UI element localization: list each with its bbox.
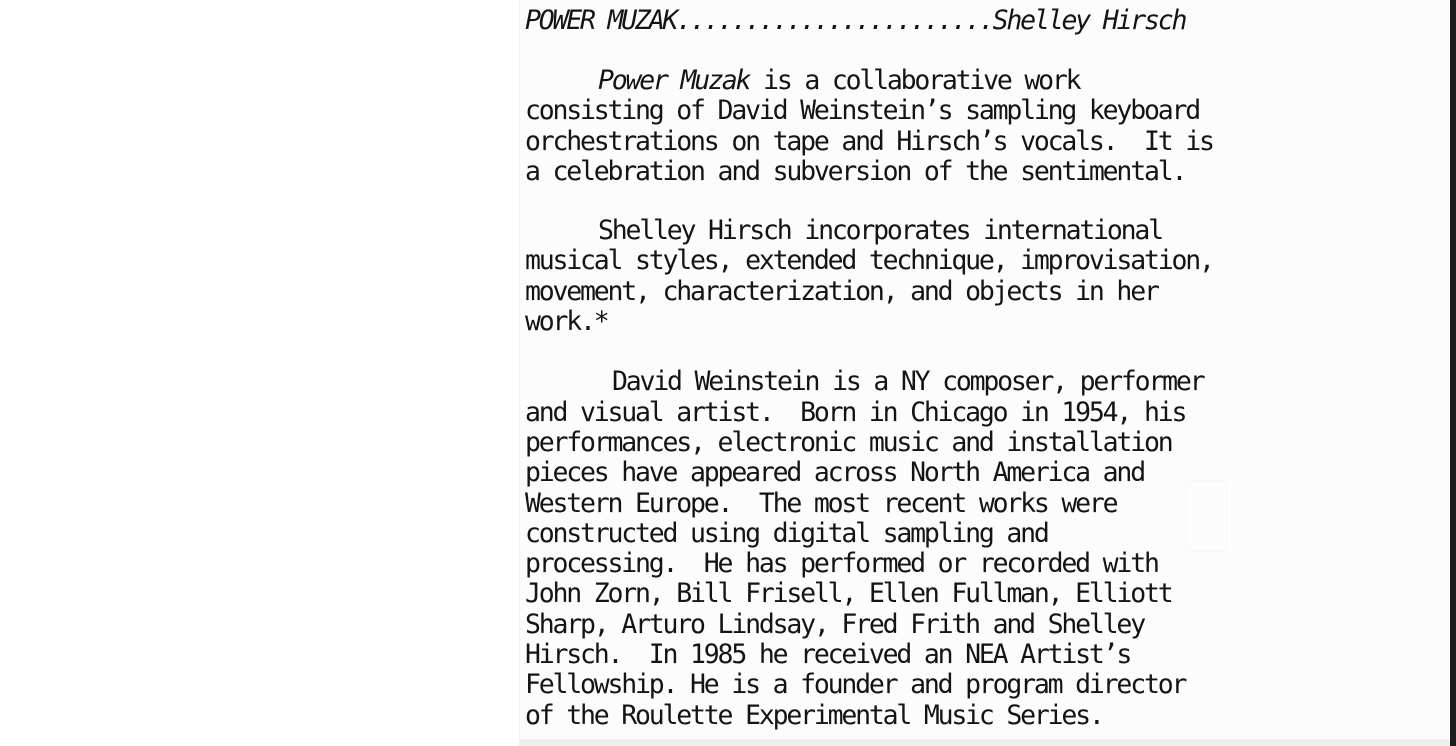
work-title: POWER MUZAK (525, 5, 677, 36)
dot-leader: ....................... (676, 5, 993, 36)
program-entry-heading (525, 6, 1285, 36)
performer-name: Shelley Hirsch (992, 5, 1186, 36)
text-line: consisting of David Weinstein’s sampling keyboard (525, 95, 1199, 127)
text-line: musical styles, extended technique, improvisation, (525, 245, 1213, 277)
page-bottom-edge (519, 739, 1456, 746)
text-line: orchestrations on tape and Hirsch’s vocals. It is (525, 125, 1213, 157)
text-line: Sharp, Arturo Lindsay, Fred Frith and Shelley (525, 608, 1144, 640)
text-line: performances, electronic music and installation (525, 426, 1172, 458)
paragraph-shelley-hirsch (525, 216, 1285, 337)
text-line: Shelley Hirsch incorporates international (598, 215, 1162, 247)
text-line: movement, characterization, and objects in her (525, 275, 1158, 307)
paragraph-power-muzak (525, 66, 1285, 187)
text-line: of the Roulette Experimental Music Series. (525, 699, 1103, 731)
text-line: and visual artist. Born in Chicago in 1954, his (525, 396, 1186, 428)
text-line: David Weinstein is a NY composer, performer (612, 366, 1204, 398)
text-line: John Zorn, Bill Frisell, Ellen Fullman, Elliott (525, 578, 1172, 610)
text-line: processing. He has performed or recorded with (525, 548, 1158, 580)
text-line: a celebration and subversion of the sentimental. (525, 155, 1186, 187)
work-title-italic: Power Muzak (598, 65, 750, 96)
text-line: pieces have appeared across North America and (525, 457, 1144, 489)
page-left-edge (519, 0, 520, 746)
scan-right-edge (1450, 0, 1456, 746)
text-line: work.* (525, 306, 608, 338)
document-text (525, 6, 1285, 731)
text-line: Western Europe. The most recent works were (525, 487, 1117, 519)
text-line: Fellowship. He is a founder and program director (525, 669, 1186, 701)
paragraph-david-weinstein (525, 367, 1285, 731)
text-line: is a collaborative work (749, 65, 1080, 96)
text-line: Hirsch. In 1985 he received an NEA Artist’s (525, 639, 1131, 671)
text-line: constructed using digital sampling and (525, 517, 1048, 549)
